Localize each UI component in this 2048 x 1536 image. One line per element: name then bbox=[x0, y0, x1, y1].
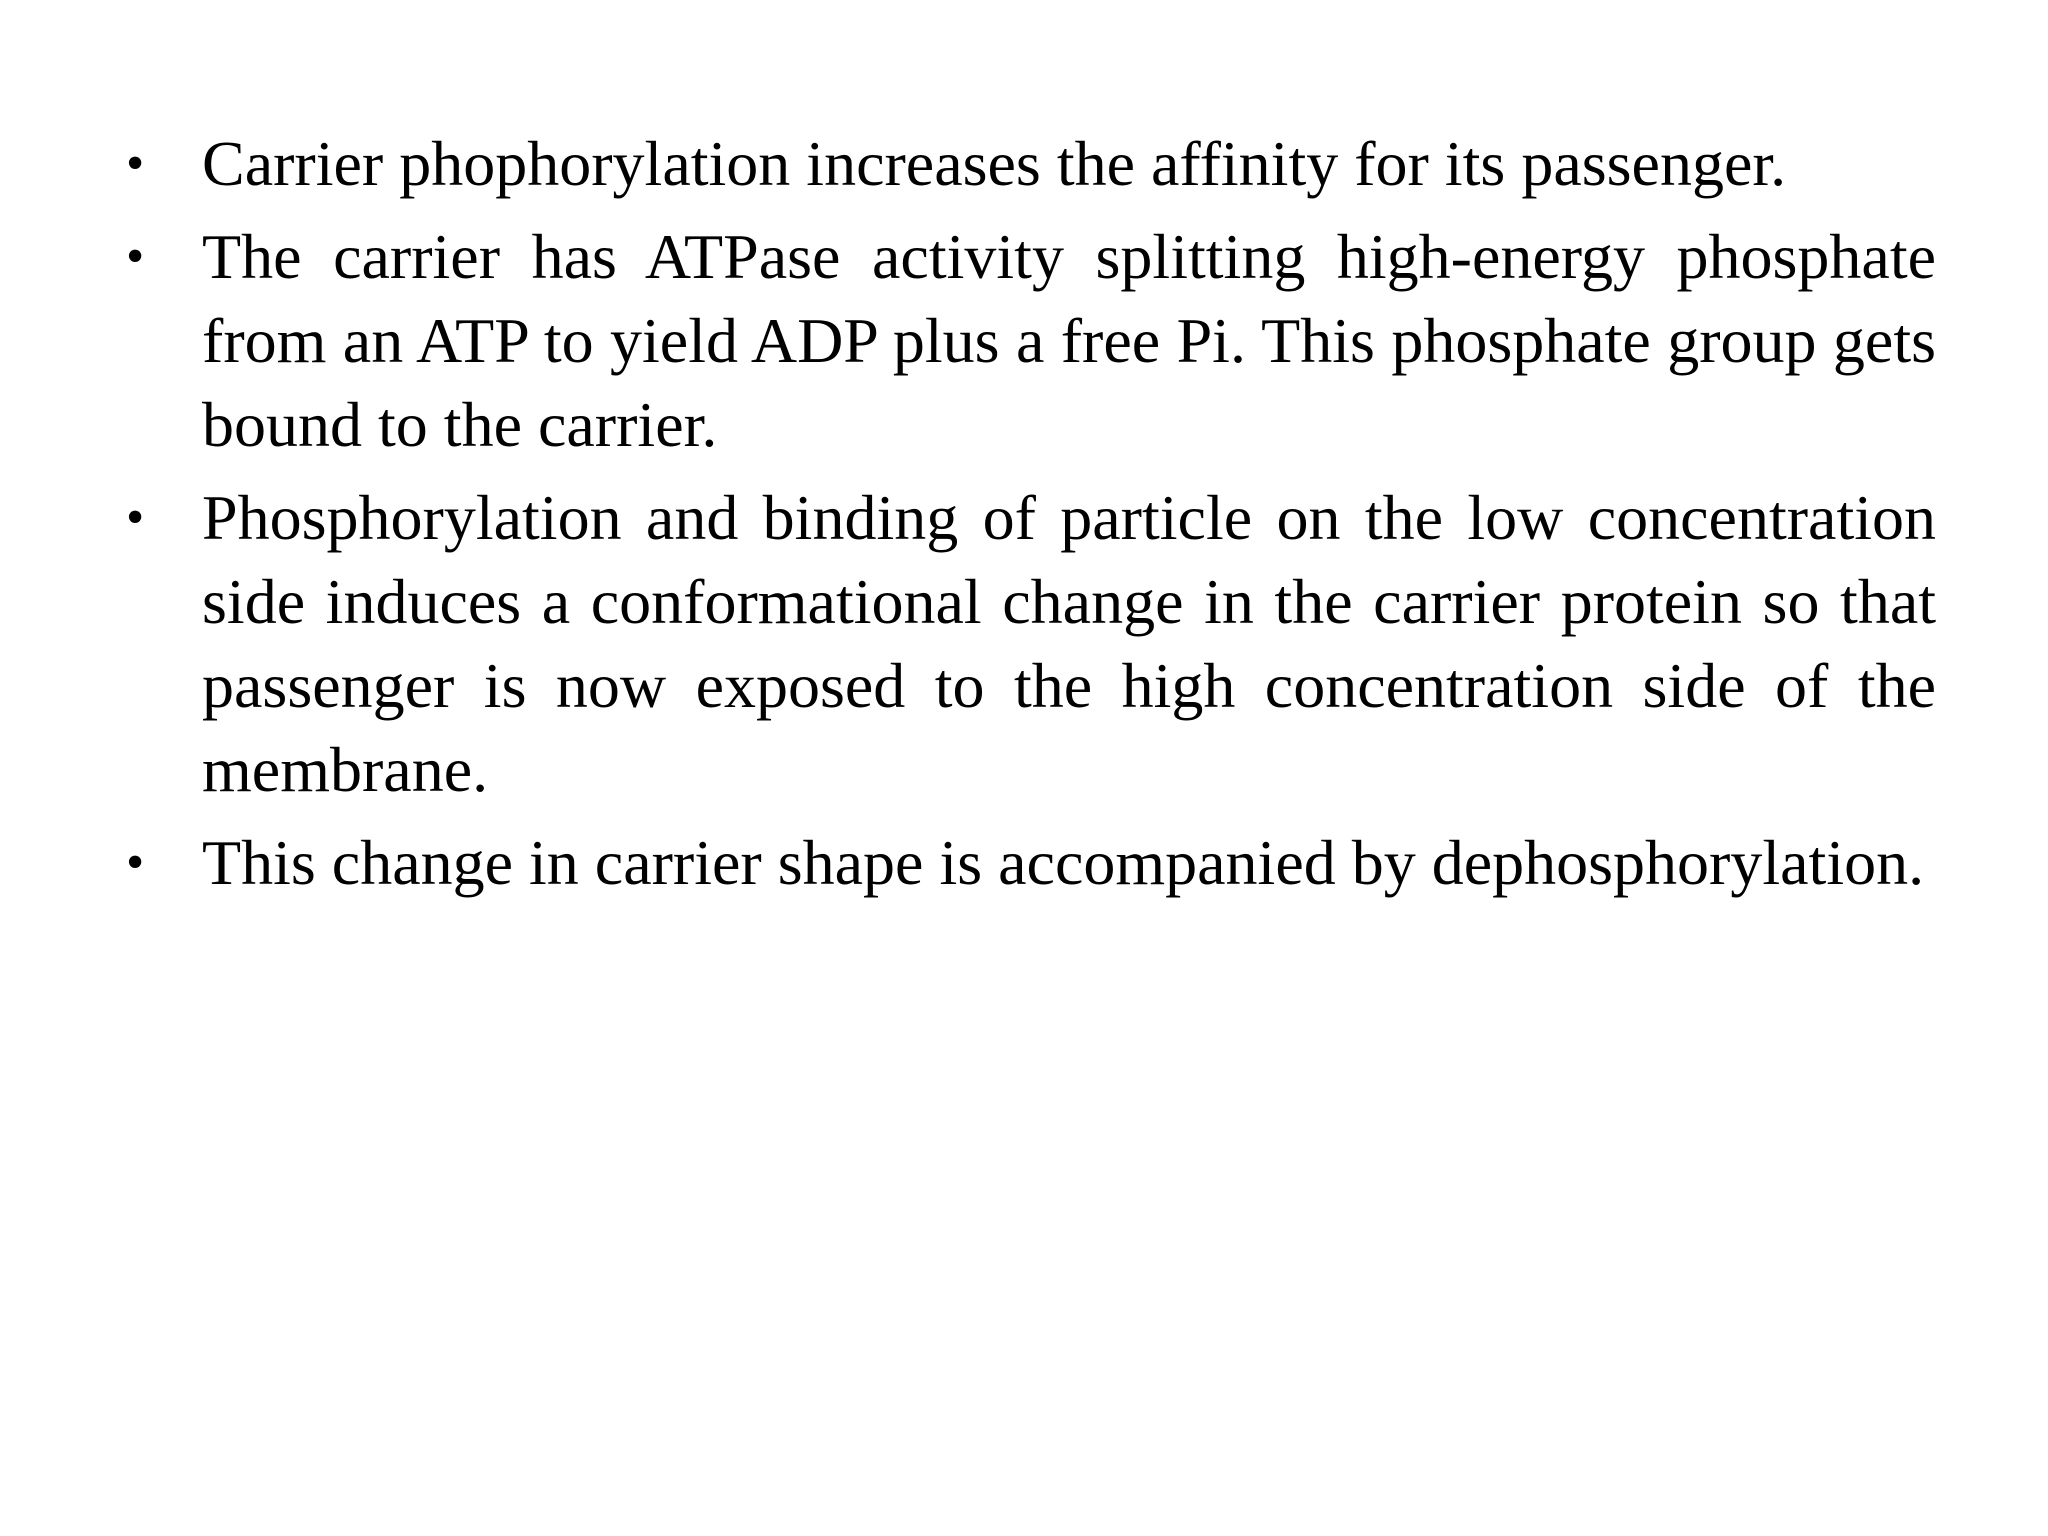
bullet-item bbox=[126, 122, 1936, 206]
bullet-text: Carrier phophorylation increases the affinity for its passenger. bbox=[202, 128, 1787, 199]
bullet-list bbox=[126, 122, 1936, 914]
bullet-icon: • bbox=[126, 834, 145, 891]
bullet-icon: • bbox=[126, 135, 145, 192]
bullet-text: Phosphorylation and binding of particle on the low concentration side induces a conformational change in the carrier protein so that passenger is now exposed to the high concentration side of the membrane. bbox=[202, 482, 1936, 805]
bullet-item bbox=[126, 215, 1936, 467]
bullet-text: This change in carrier shape is accompanied by dephosphorylation. bbox=[202, 827, 1925, 898]
bullet-item bbox=[126, 821, 1936, 905]
bullet-icon: • bbox=[126, 489, 145, 546]
bullet-item bbox=[126, 476, 1936, 812]
bullet-icon: • bbox=[126, 228, 145, 285]
bullet-text: The carrier has ATPase activity splitting high-energy phosphate from an ATP to yield ADP plus a free Pi. This phosphate group gets bound to the carrier. bbox=[202, 221, 1936, 460]
